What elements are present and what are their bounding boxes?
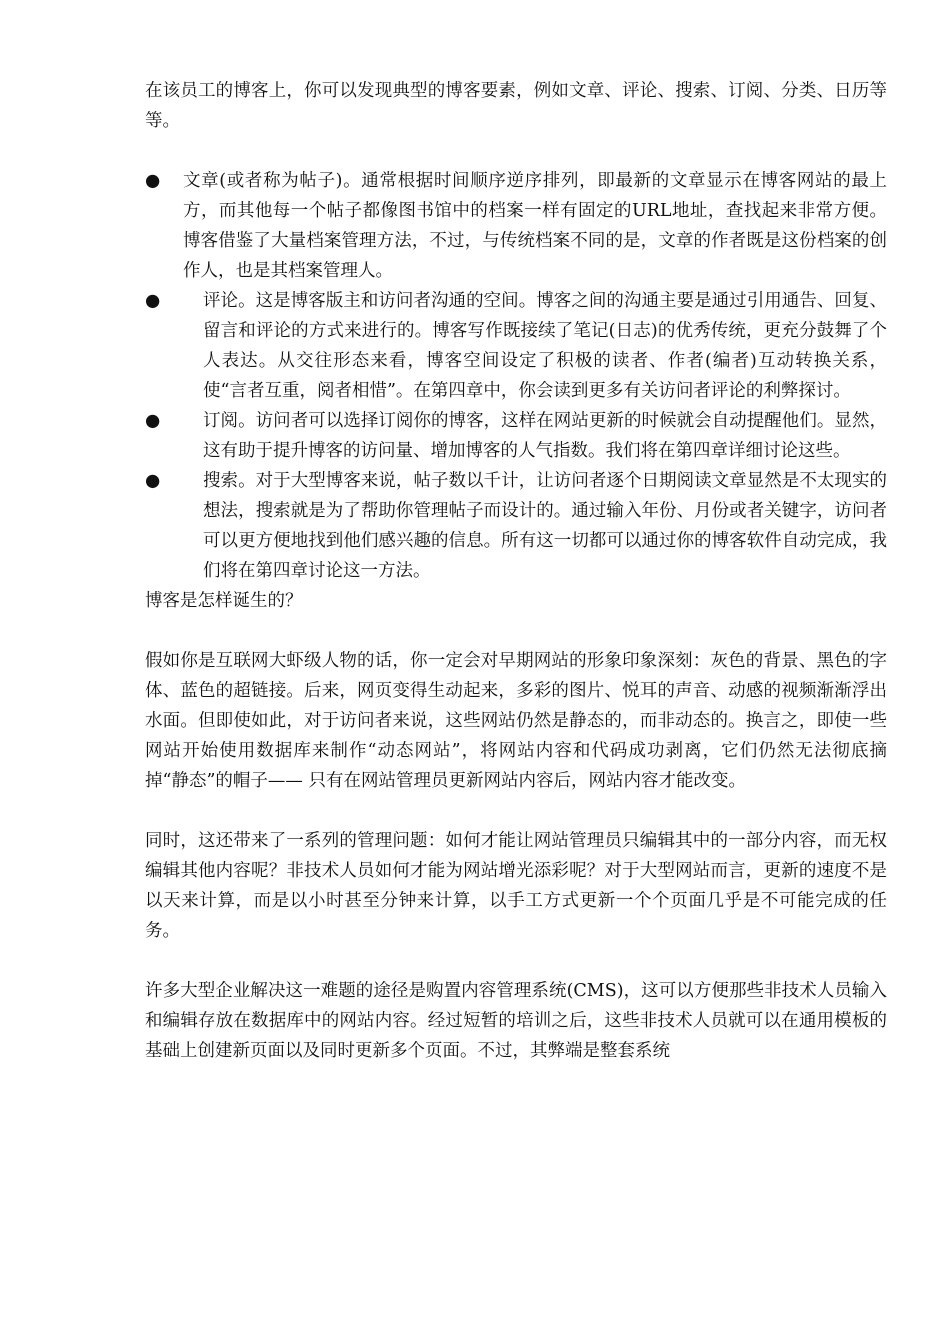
bullet-icon: ● — [145, 291, 161, 311]
history-paragraph-3: 许多大型企业解决这一难题的途径是购置内容管理系统(CMS)，这可以方便那些非技术人员输入和编辑存放在数据库中的网站内容。经过短暂的培训之后，这些非技术人员就可以在通用模板的基础上创建新页面以及同时更新多个页面。不过，其弊端是整套系统 — [145, 981, 887, 1061]
history-paragraph-2: 同时，这还带来了一系列的管理问题：如何才能让网站管理员只编辑其中的一部分内容，而无权编辑其他内容呢？非技术人员如何才能为网站增光添彩呢？对于大型网站而言，更新的速度不是以天来计算，而是以小时甚至分钟来计算，以手工方式更新一个个页面几乎是不可能完成的任务。 — [145, 831, 887, 941]
bullet-search-text: 搜索。对于大型博客来说，帖子数以千计，让访问者逐个日期阅读文章显然是不太现实的想法，搜索就是为了帮助你管理帖子而设计的。通过输入年份、月份或者关键字，访问者可以更方便地找到他们感兴趣的信息。所有这一切都可以通过你的博客软件自动完成，我们将在第四章讨论这一方法。 — [203, 471, 887, 581]
history-paragraph-1: 假如你是互联网大虾级人物的话，你一定会对早期网站的形象印象深刻：灰色的背景、黑色的字体、蓝色的超链接。后来，网页变得生动起来，多彩的图片、悦耳的声音、动感的视频渐渐浮出水面。但即使如此，对于访问者来说，这些网站仍然是静态的，而非动态的。换言之，即使一些网站开始使用数据库来制作“动态网站”，将网站内容和代码成功剥离，它们仍然无法彻底摘掉“静态”的帽子—— 只有在网站管理员更新网站内容后，网站内容才能改变。 — [145, 651, 887, 791]
section-heading: 博客是怎样诞生的？ — [145, 591, 303, 611]
bullet-articles — [145, 166, 887, 286]
document-page — [145, 76, 887, 1096]
bullet-articles-text: 文章(或者称为帖子)。通常根据时间顺序逆序排列，即最新的文章显示在博客网站的最上方，而其他每一个帖子都像图书馆中的档案一样有固定的URL地址，查找起来非常方便。博客借鉴了大量档案管理方法，不过，与传统档案不同的是，文章的作者既是这份档案的创作人，也是其档案管理人。 — [183, 171, 887, 281]
bullet-comments — [145, 286, 887, 406]
bullet-subscribe — [145, 406, 887, 466]
bullet-comments-text: 评论。这是博客版主和访问者沟通的空间。博客之间的沟通主要是通过引用通告、回复、留言和评论的方式来进行的。博客写作既接续了笔记(日志)的优秀传统，更充分鼓舞了个人表达。从交往形态来看，博客空间设定了积极的读者、作者(编者)互动转换关系，使“言者互重，阅者相惜”。在第四章中，你会读到更多有关访问者评论的利弊探讨。 — [203, 291, 887, 401]
bullet-icon: ● — [145, 411, 161, 431]
bullet-icon: ● — [145, 471, 161, 491]
bullet-search — [145, 466, 887, 586]
bullet-subscribe-text: 订阅。访问者可以选择订阅你的博客，这样在网站更新的时候就会自动提醒他们。显然，这有助于提升博客的访问量、增加博客的人气指数。我们将在第四章详细讨论这些。 — [203, 411, 887, 461]
intro-paragraph: 在该员工的博客上，你可以发现典型的博客要素，例如文章、评论、搜索、订阅、分类、日历等等。 — [145, 81, 887, 131]
bullet-icon: ● — [145, 171, 161, 191]
